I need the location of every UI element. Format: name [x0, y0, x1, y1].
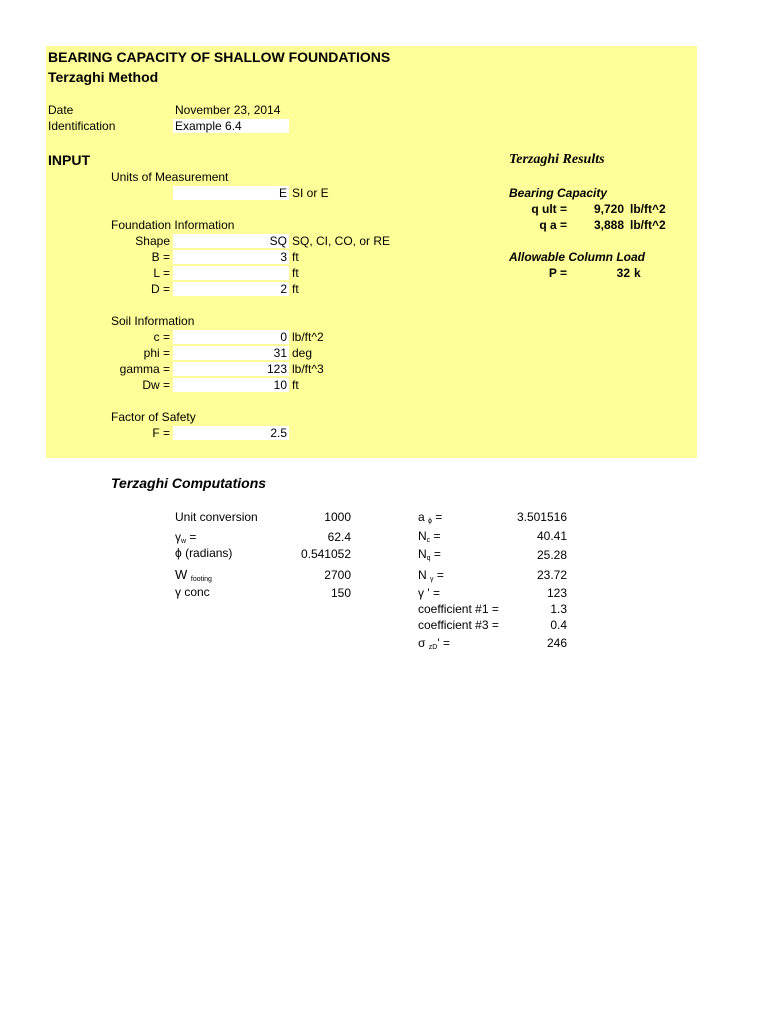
phi-value: 31: [273, 346, 287, 360]
b-value: 3: [280, 250, 287, 264]
nc-label: $N_c$ =: [418, 529, 441, 544]
f-label: F =: [152, 426, 170, 440]
l-unit: ft: [292, 266, 299, 280]
qa-unit: lb/ft^2: [630, 218, 666, 232]
qa-value: 3,888: [593, 218, 624, 232]
sigma-zd-label: σ $_{zD}$' =: [418, 636, 450, 651]
identification-field[interactable]: [173, 119, 289, 133]
gamma-w-value: 62.4: [327, 530, 351, 544]
d-field[interactable]: [173, 282, 289, 296]
gamma-label: gamma =: [119, 362, 170, 376]
gamma-w-label: $\gamma_w$ =: [175, 530, 197, 545]
bearing-capacity-heading: Bearing Capacity: [509, 186, 608, 200]
qa-label: q a =: [539, 218, 567, 232]
d-unit: ft: [292, 282, 299, 296]
dw-label: Dw =: [142, 378, 170, 392]
c-unit: lb/ft^2: [292, 330, 324, 344]
coefficient-3-value: 0.4: [550, 618, 567, 632]
units-section-label: Units of Measurement: [111, 170, 229, 184]
computations-heading: Terzaghi Computations: [111, 475, 267, 491]
gamma-conc-label: γ conc: [175, 585, 210, 599]
a-phi-label: a $_\phi$ =: [418, 510, 443, 525]
shape-label: Shape: [135, 234, 170, 248]
w-footing-value: 2700: [324, 568, 351, 582]
b-unit: ft: [292, 250, 299, 264]
d-value: 2: [280, 282, 287, 296]
input-heading: INPUT: [48, 152, 90, 168]
d-label: D =: [150, 282, 170, 296]
c-value: 0: [280, 330, 287, 344]
p-unit: k: [634, 266, 641, 280]
units-value: E: [278, 186, 287, 200]
n-gamma-label: N $_\gamma$ =: [418, 568, 444, 583]
sheet-title: BEARING CAPACITY OF SHALLOW FOUNDATIONS: [48, 49, 391, 65]
gamma-conc-value: 150: [330, 586, 351, 600]
f-value: 2.5: [270, 426, 287, 440]
gamma-field[interactable]: [173, 362, 289, 376]
gamma-prime-value: 123: [546, 586, 567, 600]
coefficient-1-value: 1.3: [550, 602, 567, 616]
phi-radians-value: 0.541052: [300, 547, 351, 561]
qult-value: 9,720: [593, 202, 624, 216]
coefficient-1-label: coefficient #1 =: [418, 602, 499, 616]
dw-value: 10: [273, 378, 287, 392]
qult-label: q ult =: [531, 202, 567, 216]
gamma-prime-label: γ ' =: [418, 586, 440, 600]
identification-value: Example 6.4: [175, 119, 242, 133]
nc-value: 40.41: [536, 529, 567, 543]
column-load-heading: Allowable Column Load: [509, 250, 646, 264]
nq-value: 25.28: [536, 548, 567, 562]
l-field[interactable]: [173, 266, 289, 280]
shape-field[interactable]: [173, 234, 289, 248]
phi-field[interactable]: [173, 346, 289, 360]
c-label: c =: [153, 330, 170, 344]
dw-unit: ft: [292, 378, 299, 392]
units-field[interactable]: [173, 186, 289, 200]
n-gamma-value: 23.72: [536, 568, 567, 582]
gamma-value: 123: [266, 362, 287, 376]
dw-field[interactable]: [173, 378, 289, 392]
l-label: L =: [153, 266, 170, 280]
soil-section-label: Soil Information: [111, 314, 195, 328]
qult-unit: lb/ft^2: [630, 202, 666, 216]
units-note: SI or E: [292, 186, 329, 200]
sigma-zd-value: 246: [546, 636, 567, 650]
phi-radians-label: ϕ (radians): [175, 546, 233, 560]
nq-label: $N_q$ =: [418, 547, 441, 562]
phi-label: phi =: [143, 346, 170, 360]
gamma-unit: lb/ft^3: [292, 362, 324, 376]
p-value: 32: [616, 266, 630, 280]
shape-options: SQ, CI, CO, or RE: [292, 234, 391, 248]
a-phi-value: 3.501516: [516, 510, 567, 524]
phi-unit: deg: [292, 346, 313, 360]
date-value[interactable]: November 23, 2014: [175, 103, 281, 117]
foundation-section-label: Foundation Information: [111, 218, 235, 232]
shape-value: SQ: [269, 234, 287, 248]
date-label: Date: [48, 103, 74, 117]
b-field[interactable]: [173, 250, 289, 264]
unit-conversion-label: Unit conversion: [175, 510, 258, 524]
results-heading: Terzaghi Results: [509, 152, 605, 167]
p-label: P =: [548, 266, 567, 280]
f-field[interactable]: [173, 426, 289, 440]
w-footing-label: W $_{footing}$: [175, 567, 212, 583]
unit-conversion-value: 1000: [324, 510, 351, 524]
c-field[interactable]: [173, 330, 289, 344]
sheet-subtitle: Terzaghi Method: [48, 69, 159, 85]
identification-label: Identification: [48, 119, 116, 133]
b-label: B =: [151, 250, 170, 264]
coefficient-3-label: coefficient #3 =: [418, 618, 499, 632]
safety-section-label: Factor of Safety: [111, 410, 196, 424]
